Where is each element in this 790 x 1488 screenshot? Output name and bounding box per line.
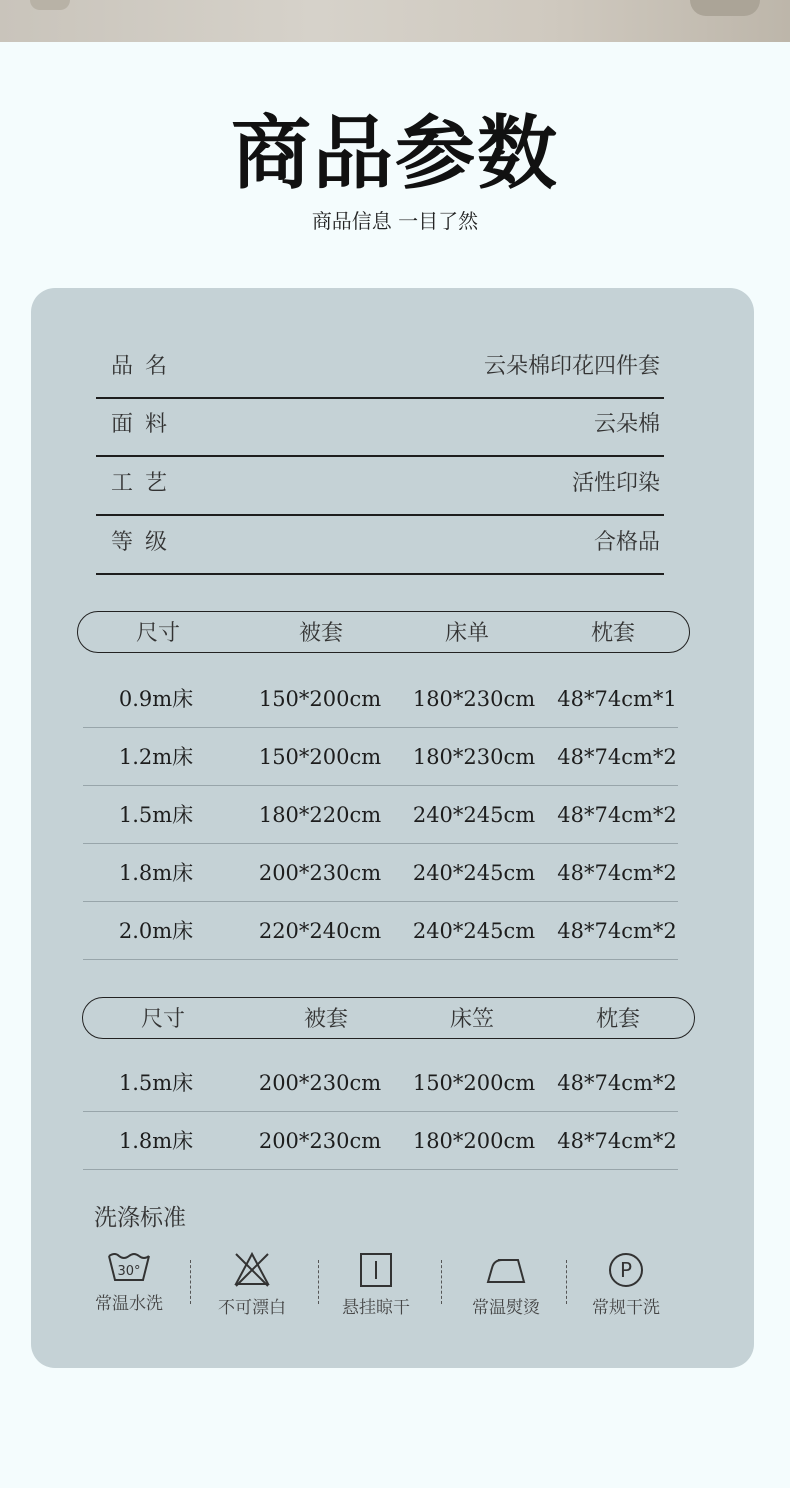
- size-cell: 2.0m床: [118, 919, 194, 943]
- cell: 48*74cm*2: [557, 803, 677, 827]
- care-dry-clean: [566, 1250, 686, 1320]
- size-table-header: [77, 611, 690, 653]
- size-cell: 0.9m床: [118, 687, 194, 711]
- header-cell: 枕套: [595, 1007, 641, 1032]
- info-value: 云朵棉: [593, 412, 660, 437]
- header-cell: 尺寸: [140, 1007, 186, 1032]
- top-photo-strip: [0, 0, 790, 42]
- care-separator: [190, 1260, 191, 1304]
- header-cell: 床笠: [449, 1007, 495, 1032]
- size-cell: 1.2m床: [118, 745, 194, 769]
- cell: 200*230cm: [258, 1129, 382, 1153]
- cell: 220*240cm: [258, 919, 382, 943]
- page-title: 商品参数: [231, 106, 559, 200]
- info-value: 云朵棉印花四件套: [483, 354, 660, 379]
- care-hang-dry: [316, 1250, 436, 1320]
- cell: 48*74cm*2: [557, 919, 677, 943]
- svg-text:P: P: [619, 1258, 633, 1282]
- svg-text:30°: 30°: [117, 1264, 141, 1279]
- divider: [96, 573, 664, 575]
- care-title: 洗涤标准: [94, 1205, 186, 1231]
- table-row: [83, 902, 678, 960]
- cell: 240*245cm: [412, 861, 536, 885]
- cell: 180*230cm: [412, 687, 536, 711]
- cell: 48*74cm*2: [557, 1071, 677, 1095]
- care-no-bleach: [192, 1250, 312, 1320]
- cell: 240*245cm: [412, 803, 536, 827]
- header-cell: 被套: [303, 1007, 349, 1032]
- header-cell: 枕套: [590, 621, 636, 646]
- cell: 150*200cm: [258, 687, 382, 711]
- care-label: 常规干洗: [592, 1298, 660, 1318]
- header-cell: 床单: [444, 621, 490, 646]
- care-label: 常温熨烫: [472, 1298, 540, 1318]
- cell: 180*200cm: [412, 1129, 536, 1153]
- table-row: [83, 844, 678, 902]
- cell: 150*200cm: [412, 1071, 536, 1095]
- info-value: 活性印染: [571, 471, 660, 496]
- info-label: 面料: [111, 412, 180, 437]
- divider: [96, 514, 664, 516]
- divider: [96, 397, 664, 399]
- hang-dry-icon: [358, 1250, 394, 1290]
- info-label: 品名: [111, 354, 180, 379]
- cell: 150*200cm: [258, 745, 382, 769]
- dry-clean-icon: [606, 1250, 646, 1290]
- cell: 48*74cm*2: [557, 1129, 677, 1153]
- header-cell: 被套: [298, 621, 344, 646]
- row-divider: [83, 1169, 678, 1170]
- iron-icon: [482, 1250, 530, 1290]
- row-divider: [83, 959, 678, 960]
- table-row: [83, 728, 678, 786]
- info-row-craft: [96, 464, 664, 504]
- table-row: [83, 1054, 678, 1112]
- care-wash: [69, 1250, 189, 1316]
- size-cell: 1.8m床: [118, 1129, 194, 1153]
- fabric-fold: [690, 0, 760, 16]
- divider: [96, 455, 664, 457]
- cell: 240*245cm: [412, 919, 536, 943]
- cell: 180*220cm: [258, 803, 382, 827]
- info-label: 工艺: [111, 471, 180, 496]
- cell: 180*230cm: [412, 745, 536, 769]
- size-cell: 1.5m床: [118, 1071, 194, 1095]
- care-separator: [441, 1260, 442, 1304]
- info-row-grade: [96, 523, 664, 563]
- info-label: 等级: [111, 530, 180, 555]
- table-row: [83, 786, 678, 844]
- fitted-table-header: [82, 997, 695, 1039]
- care-iron: [446, 1250, 566, 1320]
- header-cell: 尺寸: [135, 621, 181, 646]
- info-row-fabric: [96, 405, 664, 445]
- cell: 200*230cm: [258, 1071, 382, 1095]
- care-label: 常温水洗: [95, 1294, 163, 1314]
- info-row-name: [96, 347, 664, 387]
- care-label: 不可漂白: [218, 1298, 286, 1318]
- table-row: [83, 1112, 678, 1170]
- cell: 48*74cm*2: [557, 861, 677, 885]
- cell: 48*74cm*1: [557, 687, 677, 711]
- cell: 200*230cm: [258, 861, 382, 885]
- size-cell: 1.5m床: [118, 803, 194, 827]
- page-subtitle: 商品信息 一目了然: [311, 209, 479, 233]
- no-bleach-icon: [232, 1250, 272, 1290]
- cell: 48*74cm*2: [557, 745, 677, 769]
- care-label: 悬挂晾干: [342, 1298, 410, 1318]
- fabric-fold: [30, 0, 70, 10]
- size-cell: 1.8m床: [118, 861, 194, 885]
- info-value: 合格品: [593, 530, 660, 555]
- table-row: [83, 670, 678, 728]
- wash-30-icon: [105, 1250, 153, 1286]
